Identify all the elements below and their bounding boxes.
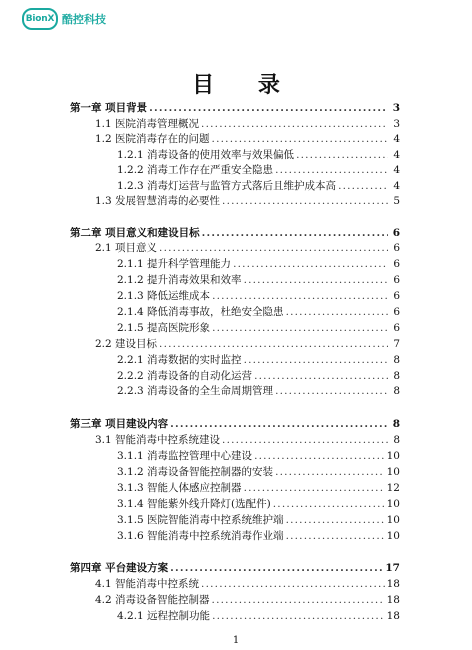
page-number: 1 [232,635,240,646]
toc-entry[interactable] [95,195,400,208]
toc-page-number: 6 [393,306,400,318]
toc-page-number: 8 [393,370,400,382]
toc-page-number: 6 [393,242,400,254]
toc-page-number: 17 [385,562,400,574]
toc-leader-dots [273,498,385,511]
toc-entry-title: 3.1.1 消毒监控管理中心建设 [117,450,253,462]
toc-entry-title: 2.1.4 降低消毒事故，杜绝安全隐患 [117,306,284,318]
toc-leader-dots [159,242,388,255]
toc-entry[interactable] [117,530,400,543]
toc-leader-dots [275,164,388,177]
toc-leader-dots [159,338,388,351]
toc-entry[interactable] [95,118,400,131]
toc-entry-title: 2.2.1 消毒数据的实时监控 [117,354,242,366]
toc-page-number: 10 [386,498,400,510]
toc-chapter-entry[interactable] [70,418,400,431]
logo-mark: BionX [22,8,58,30]
toc-entry-title: 1.2.3 消毒灯运营与监管方式落后且维护成本高 [117,180,337,192]
toc-entry-title: 1.1 医院消毒管理概况 [95,118,200,130]
toc-entry-title: 3.1.5 医院智能消毒中控系统维护端 [117,514,284,526]
company-logo [22,8,106,30]
toc-page-number: 18 [386,578,400,590]
toc-entry-title: 1.2 医院消毒存在的问题 [95,133,210,145]
toc-entry-title: 3.1 智能消毒中控系统建设 [95,434,221,446]
toc-page-number: 4 [393,133,400,145]
toc-leader-dots [338,180,388,193]
toc-entry[interactable] [117,180,400,193]
toc-entry[interactable] [117,322,400,335]
toc-page-number: 10 [386,466,400,478]
toc-leader-dots [201,118,388,131]
toc-leader-dots [254,370,388,383]
toc-entry-title: 3.1.6 智能消毒中控系统消毒作业端 [117,530,284,542]
toc-entry[interactable] [117,306,400,319]
toc-leader-dots [275,466,385,479]
toc-entry[interactable] [95,578,400,591]
toc-entry[interactable] [117,385,400,398]
toc-entry-title: 2.2.3 消毒设备的全生命周期管理 [117,385,274,397]
toc-entry[interactable] [117,466,400,479]
toc-entry-title: 4.2 消毒设备智能控制器 [95,594,210,606]
toc-page-number: 4 [393,180,400,192]
toc-chapter-entry[interactable] [70,102,400,115]
toc-page-number: 7 [393,338,400,350]
toc-entry-title: 第二章 项目意义和建设目标 [70,227,200,239]
toc-page-number: 6 [393,258,400,270]
toc-entry-title: 第三章 项目建设内容 [70,418,169,430]
toc-entry-title: 2.1.5 提高医院形象 [117,322,211,334]
toc-page-number: 6 [393,322,400,334]
toc-leader-dots [212,290,388,303]
toc-leader-dots [233,258,388,271]
toc-leader-dots [275,385,388,398]
toc-page-number: 6 [392,227,400,239]
toc-entry[interactable] [95,338,400,351]
toc-entry[interactable] [117,498,400,511]
toc-entry-title: 3.1.4 智能紫外线升降灯(选配件) [117,498,271,510]
toc-entry-title: 第一章 项目背景 [70,102,148,114]
toc-page-number: 18 [386,610,400,622]
toc-leader-dots [212,322,388,335]
toc-page-number: 8 [393,354,400,366]
toc-entry-title: 1.2.1 消毒设备的使用效率与效果偏低 [117,149,295,161]
toc-page-number: 5 [393,195,400,207]
toc-entry[interactable] [117,164,400,177]
toc-entry[interactable] [117,450,400,463]
toc-entry[interactable] [117,258,400,271]
logo-text: 酷控科技 [62,13,106,26]
toc-leader-dots [244,274,388,287]
toc-entry[interactable] [95,133,400,146]
toc-entry[interactable] [117,482,400,495]
toc-entry-title: 2.1.1 提升科学管理能力 [117,258,232,270]
toc-page-number: 3 [392,102,400,114]
toc-page-number: 6 [393,290,400,302]
toc-entry-title: 2.2 建设目标 [95,338,158,350]
toc-page-number: 12 [386,482,400,494]
toc-chapter-entry[interactable] [70,227,400,240]
toc-leader-dots [254,450,385,463]
toc-entry[interactable] [117,354,400,367]
toc-entry[interactable] [95,434,400,447]
toc-page-number: 18 [386,594,400,606]
toc-page-number: 8 [392,418,400,430]
toc-entry-title: 1.3 发展智慧消毒的必要性 [95,195,221,207]
toc-page-number: 10 [386,514,400,526]
toc-leader-dots [149,102,388,115]
toc-page-number: 10 [386,530,400,542]
toc-entry-title: 2.2.2 消毒设备的自动化运营 [117,370,253,382]
toc-entry-title: 2.1 项目意义 [95,242,158,254]
toc-leader-dots [286,514,385,527]
toc-entry-title: 4.2.1 远程控制功能 [117,610,211,622]
toc-entry-title: 3.1.2 消毒设备智能控制器的安装 [117,466,274,478]
toc-leader-dots [212,133,388,146]
toc-leader-dots [212,594,385,607]
toc-leader-dots [170,418,388,431]
toc-entry[interactable] [95,242,400,255]
toc-entry[interactable] [117,274,400,287]
toc-entry[interactable] [117,290,400,303]
toc-leader-dots [170,562,383,575]
toc-page-number: 8 [393,385,400,397]
toc-page-number: 4 [393,164,400,176]
toc-leader-dots [244,482,385,495]
toc-entry[interactable] [117,149,400,162]
toc-page-number: 3 [393,118,400,130]
toc-leader-dots [286,306,388,319]
toc-page-number: 6 [393,274,400,286]
toc-leader-dots [296,149,388,162]
toc-page-number: 8 [393,434,400,446]
toc-entry-title: 3.1.3 智能人体感应控制器 [117,482,242,494]
page-title: 目 录 [192,72,298,98]
toc-leader-dots [286,530,385,543]
toc-entry[interactable] [117,514,400,527]
toc-entry[interactable] [117,370,400,383]
toc-entry-title: 2.1.3 降低运维成本 [117,290,211,302]
toc-page-number: 10 [386,450,400,462]
toc-leader-dots [222,434,388,447]
toc-entry[interactable] [95,594,400,607]
toc-leader-dots [202,227,388,240]
toc-entry-title: 1.2.2 消毒工作存在严重安全隐患 [117,164,274,176]
toc-entry-title: 第四章 平台建设方案 [70,562,169,574]
toc-page-number: 4 [393,149,400,161]
toc-entry-title: 2.1.2 提升消毒效果和效率 [117,274,242,286]
toc-leader-dots [201,578,385,591]
toc-leader-dots [212,610,385,623]
toc-leader-dots [244,354,388,367]
toc-entry-title: 4.1 智能消毒中控系统 [95,578,200,590]
toc-leader-dots [222,195,388,208]
toc-entry[interactable] [117,610,400,623]
toc-chapter-entry[interactable] [70,562,400,575]
